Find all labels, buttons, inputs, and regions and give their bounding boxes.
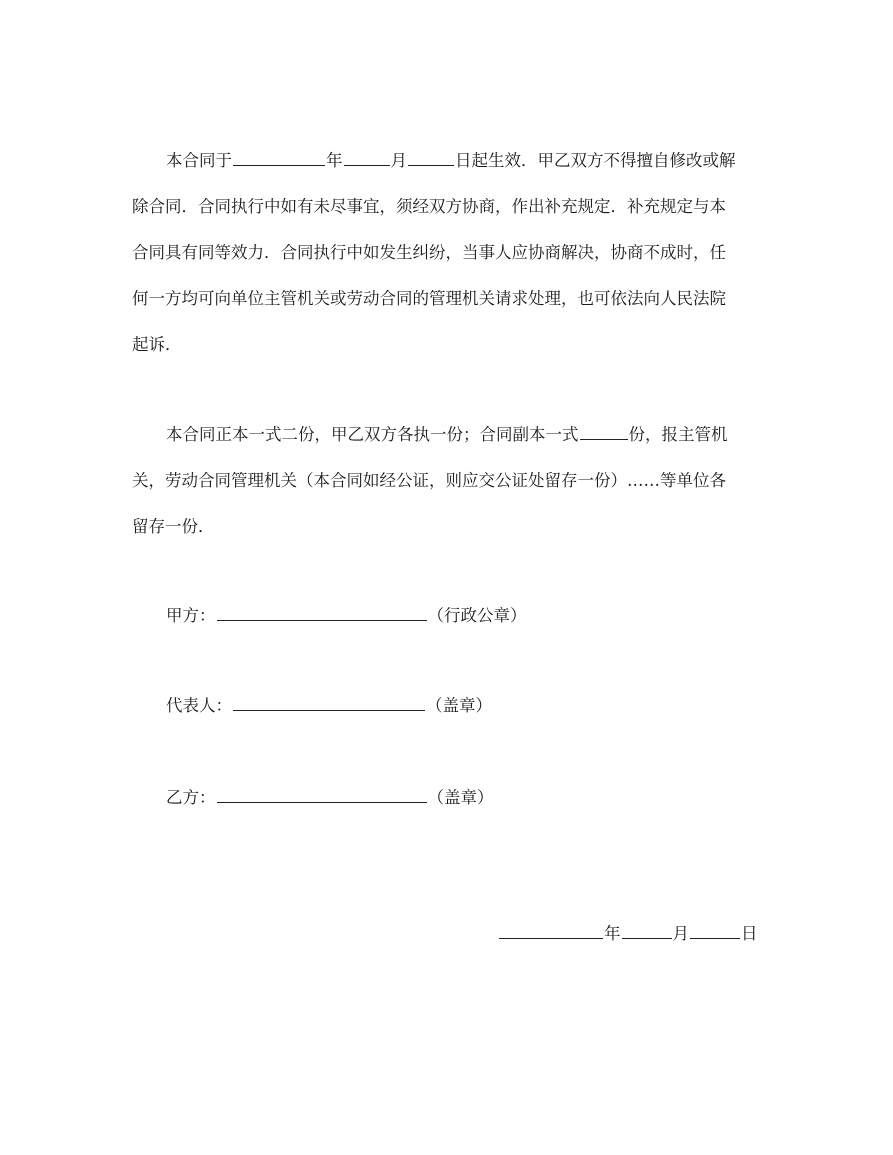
effective-year-blank[interactable] [233, 150, 325, 166]
signing-month-label: 月 [672, 924, 689, 943]
signing-day-label: 日 [741, 924, 758, 943]
effective-month-blank[interactable] [344, 150, 390, 166]
party-b-signature-blank[interactable] [217, 786, 427, 803]
signing-date-row [498, 922, 758, 946]
party-b-row [166, 786, 494, 810]
signing-year-blank[interactable] [499, 923, 603, 939]
clause-validity-text-1c: 月 [390, 151, 407, 170]
clause-validity-line-3: 合同具有同等效力．合同执行中如发生纠纷，当事人应协商解决，协商不成时，任 [132, 243, 726, 262]
clause-validity-line-5: 起诉． [132, 335, 182, 354]
clause-validity-text-1d: 日起生效．甲乙双方不得擅自修改或解 [455, 151, 736, 170]
clause-copies-text-1b: 份，报主管机 [628, 425, 728, 444]
party-a-row [166, 604, 527, 628]
party-b-note: （盖章） [427, 788, 494, 807]
representative-note: （盖章） [426, 696, 492, 715]
signing-day-blank[interactable] [690, 923, 740, 939]
clause-copies-line-1 [132, 412, 772, 458]
party-b-label: 乙方： [166, 788, 216, 807]
representative-signature-blank[interactable] [233, 694, 425, 711]
clause-validity-line-2: 除合同．合同执行中如有未尽事宜，须经双方协商，作出补充规定．补充规定与本 [132, 197, 726, 216]
clause-copies-line-3: 留存一份． [132, 517, 215, 536]
clause-validity-line-4: 何一方均可向单位主管机关或劳动合同的管理机关请求处理，也可依法向人民法院 [132, 289, 726, 308]
clause-copies [132, 412, 772, 550]
copy-count-blank[interactable] [580, 424, 628, 440]
signing-year-label: 年 [604, 924, 621, 943]
clause-validity-line-1 [132, 138, 772, 184]
effective-day-blank[interactable] [408, 150, 454, 166]
clause-validity [132, 138, 772, 368]
clause-copies-text-1a: 本合同正本一式二份，甲乙双方各执一份；合同副本一式 [166, 425, 579, 444]
party-a-note: （行政公章） [427, 606, 527, 625]
representative-row [166, 694, 492, 718]
clause-validity-text-1a: 本合同于 [166, 151, 232, 170]
party-a-label: 甲方： [166, 606, 216, 625]
party-a-signature-blank[interactable] [217, 604, 427, 621]
clause-validity-text-1b: 年 [326, 151, 343, 170]
representative-label: 代表人： [166, 696, 232, 715]
clause-copies-line-2: 关，劳动合同管理机关（本合同如经公证，则应交公证处留存一份）……等单位各 [132, 471, 726, 490]
signing-month-blank[interactable] [622, 923, 672, 939]
